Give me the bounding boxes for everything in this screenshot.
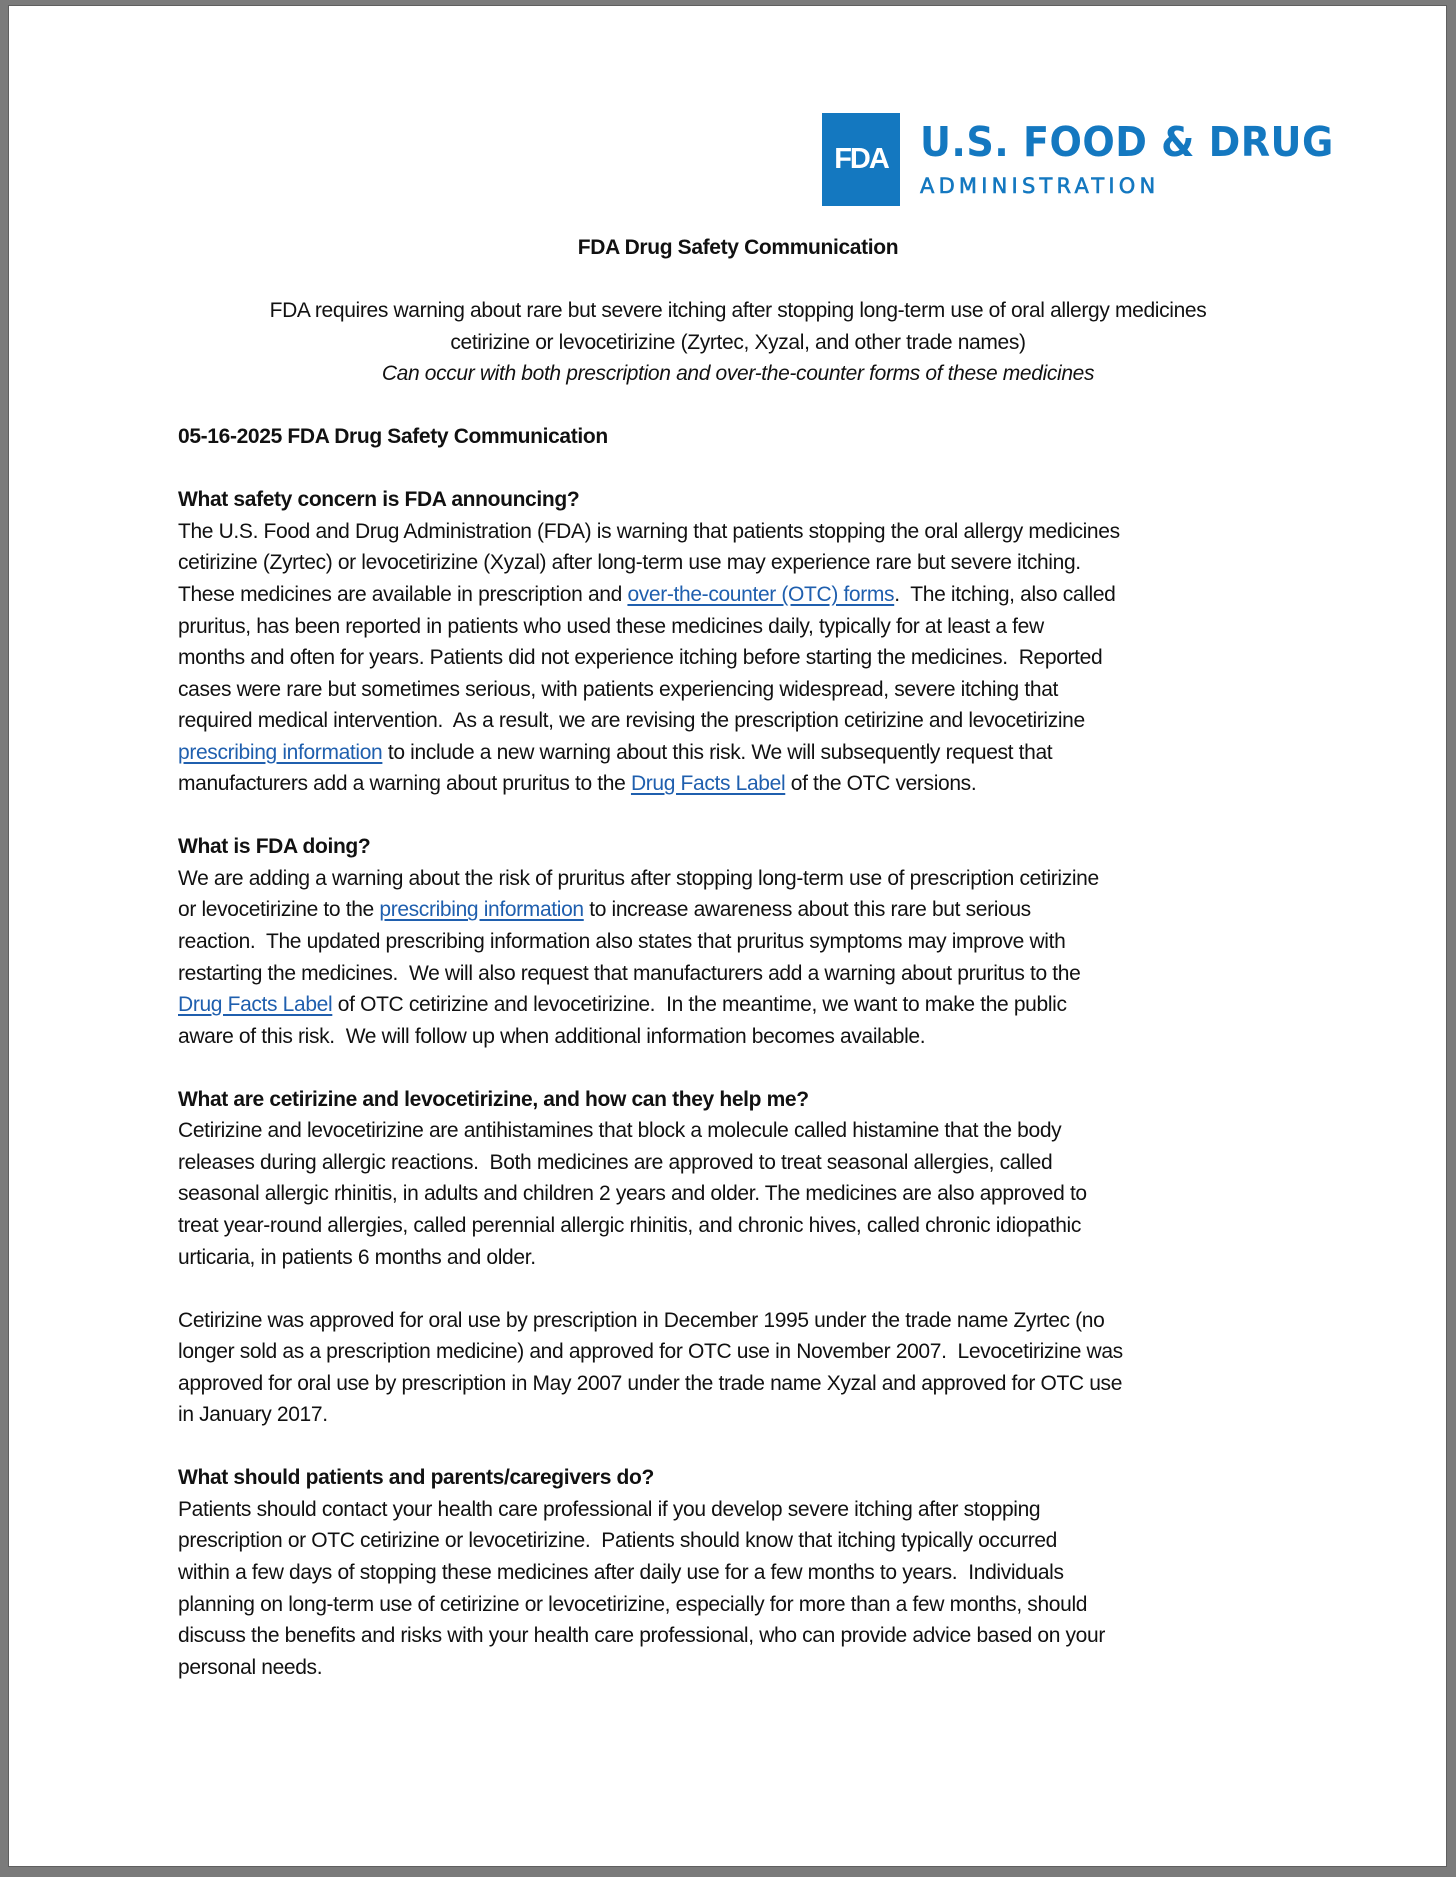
spacer bbox=[178, 390, 1298, 422]
body-line bbox=[178, 1178, 1298, 1210]
body-line bbox=[178, 1368, 1298, 1400]
section-heading: What are cetirizine and levocetirizine, and how can they help me? bbox=[178, 1087, 809, 1111]
body-line bbox=[178, 1021, 1298, 1053]
body-text: . The itching, also called bbox=[894, 583, 1116, 607]
link-drug-facts-label[interactable]: Drug Facts Label bbox=[630, 772, 786, 796]
body-text: reaction. The updated prescribing information also states that pruritus symptoms may improve with bbox=[178, 930, 1066, 954]
fda-logo-line1: U.S. FOOD & DRUG bbox=[920, 118, 1334, 166]
body-line bbox=[178, 1115, 1298, 1147]
body-text: cases were rare but sometimes serious, with patients experiencing widespread, severe itching that bbox=[178, 677, 1059, 701]
link-prescribing-information[interactable]: prescribing information bbox=[379, 898, 584, 922]
spacer bbox=[178, 1052, 1298, 1084]
body-line bbox=[178, 1652, 1298, 1684]
body-text: or levocetirizine to the bbox=[178, 898, 380, 922]
body-line bbox=[178, 926, 1298, 958]
section-heading: What safety concern is FDA announcing? bbox=[178, 488, 580, 512]
body-text: to include a new warning about this risk. We will subsequently request that bbox=[382, 740, 1053, 764]
link-over-the-counter-otc-forms[interactable]: over-the-counter (OTC) forms bbox=[627, 583, 895, 607]
section-heading: What should patients and parents/caregivers do? bbox=[178, 1466, 654, 1490]
body-line bbox=[178, 1336, 1298, 1368]
body-text: personal needs. bbox=[178, 1655, 323, 1679]
body-text: cetirizine (Zyrtec) or levocetirizine (Xyzal) after long-term use may experience rare but severe itching. bbox=[178, 551, 1081, 575]
body-line bbox=[178, 989, 1298, 1021]
body-text: discuss the benefits and risks with your health care professional, who can provide advice based on your bbox=[178, 1624, 1105, 1648]
body-text: months and often for years. Patients did not experience itching before starting the medicines. Reported bbox=[178, 646, 1103, 670]
date-heading: 05-16-2025 FDA Drug Safety Communication bbox=[178, 425, 608, 449]
body-line bbox=[178, 1147, 1298, 1179]
section bbox=[178, 1305, 1298, 1431]
body-text: prescription or OTC cetirizine or levocetirizine. Patients should know that itching typically occurred bbox=[178, 1529, 1058, 1553]
body-text: within a few days of stopping these medicines after daily use for a few months to years. Individuals bbox=[178, 1560, 1064, 1584]
body-text: Cetirizine and levocetirizine are antihistamines that block a molecule called histamine that the body bbox=[178, 1119, 1062, 1143]
link-prescribing-information[interactable]: prescribing information bbox=[178, 740, 383, 764]
body-text: urticaria, in patients 6 months and older. bbox=[178, 1245, 536, 1269]
body-line bbox=[178, 1210, 1298, 1242]
body-line bbox=[178, 705, 1298, 737]
body-text: manufacturers add a warning about pruritus to the bbox=[178, 772, 631, 796]
section bbox=[178, 1084, 1298, 1273]
fda-logo-wordmark bbox=[920, 113, 1365, 207]
fda-logo bbox=[822, 113, 1365, 207]
spacer bbox=[178, 800, 1298, 832]
fda-logo-mark-text: FDA bbox=[834, 143, 888, 175]
body-text: required medical intervention. As a result, we are revising the prescription cetirizine and levocetirizine bbox=[178, 709, 1085, 733]
body-text: pruritus, has been reported in patients who used these medicines daily, typically for at least a few bbox=[178, 614, 1044, 638]
body-line bbox=[178, 1525, 1298, 1557]
body-text: The U.S. Food and Drug Administration (FDA) is warning that patients stopping the oral allergy medicines bbox=[178, 519, 1120, 543]
body-line bbox=[178, 1399, 1298, 1431]
spacer bbox=[178, 264, 1298, 296]
body-line bbox=[178, 768, 1298, 800]
section bbox=[178, 831, 1298, 1052]
body-text: planning on long-term use of cetirizine or levocetirizine, especially for more than a few months, should bbox=[178, 1592, 1088, 1616]
section-heading: What is FDA doing? bbox=[178, 835, 371, 859]
body-line bbox=[178, 1589, 1298, 1621]
body-text: These medicines are available in prescription and bbox=[178, 583, 628, 607]
subtitle-italic: Can occur with both prescription and over-the-counter forms of these medicines bbox=[381, 362, 1095, 386]
subtitle-line-1: FDA requires warning about rare but severe itching after stopping long-term use of oral allergy medicines bbox=[269, 299, 1207, 323]
document-page bbox=[9, 6, 1446, 1866]
body-line bbox=[178, 958, 1298, 990]
body-line bbox=[178, 1620, 1298, 1652]
body-text: We are adding a warning about the risk of pruritus after stopping long-term use of prescription cetirizine bbox=[178, 866, 1099, 890]
body-text: treat year-round allergies, called perennial allergic rhinitis, and chronic hives, called chronic idiopathic bbox=[178, 1213, 1082, 1237]
section bbox=[178, 1462, 1298, 1683]
document-title: FDA Drug Safety Communication bbox=[577, 236, 899, 259]
body-line bbox=[178, 674, 1298, 706]
section bbox=[178, 484, 1298, 799]
sections-container bbox=[178, 484, 1298, 1683]
body-text: seasonal allergic rhinitis, in adults and children 2 years and older. The medicines are also approved to bbox=[178, 1182, 1087, 1206]
body-line bbox=[178, 579, 1298, 611]
fda-logo-line2: ADMINISTRATION bbox=[920, 174, 1160, 198]
body-text: longer sold as a prescription medicine) and approved for OTC use in November 2007. Levocetirizine was bbox=[178, 1340, 1123, 1364]
body-line bbox=[178, 642, 1298, 674]
spacer bbox=[178, 1273, 1298, 1305]
fda-logo-mark bbox=[822, 113, 900, 206]
body-text: of OTC cetirizine and levocetirizine. In the meantime, we want to make the public bbox=[332, 993, 1067, 1017]
body-line bbox=[178, 1305, 1298, 1337]
link-drug-facts-label[interactable]: Drug Facts Label bbox=[178, 993, 333, 1017]
body-text: Cetirizine was approved for oral use by prescription in December 1995 under the trade name Zyrtec (no bbox=[178, 1308, 1105, 1332]
body-line bbox=[178, 611, 1298, 643]
body-line bbox=[178, 1494, 1298, 1526]
body-text: approved for oral use by prescription in May 2007 under the trade name Xyzal and approved for OTC use bbox=[178, 1371, 1123, 1395]
body-text: restarting the medicines. We will also request that manufacturers add a warning about pruritus to the bbox=[178, 961, 1081, 985]
body-text: aware of this risk. We will follow up when additional information becomes available. bbox=[178, 1024, 926, 1048]
body-line bbox=[178, 1242, 1298, 1274]
body-line bbox=[178, 1557, 1298, 1589]
body-line bbox=[178, 516, 1298, 548]
body-text: to increase awareness about this rare but serious bbox=[583, 898, 1031, 922]
body-text: releases during allergic reactions. Both medicines are approved to treat seasonal allergies, called bbox=[178, 1150, 1053, 1174]
body-line bbox=[178, 737, 1298, 769]
body-text: Patients should contact your health care professional if you develop severe itching after stopping bbox=[178, 1497, 1041, 1521]
document-body bbox=[178, 232, 1298, 1683]
body-line bbox=[178, 547, 1298, 579]
body-text: in January 2017. bbox=[178, 1403, 328, 1427]
subtitle-line-2: cetirizine or levocetirizine (Zyrtec, Xyzal, and other trade names) bbox=[450, 330, 1026, 354]
body-line bbox=[178, 894, 1298, 926]
spacer bbox=[178, 453, 1298, 485]
body-line bbox=[178, 863, 1298, 895]
body-text: of the OTC versions. bbox=[785, 772, 977, 796]
spacer bbox=[178, 1431, 1298, 1463]
